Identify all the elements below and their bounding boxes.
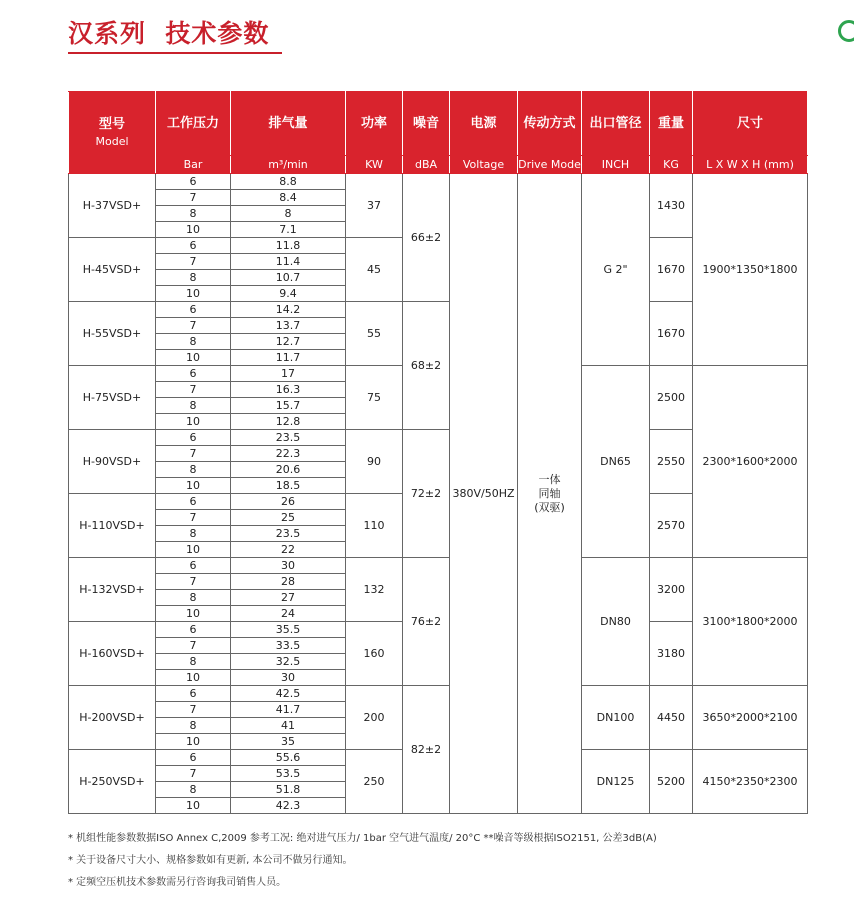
flow-cell: 11.7 (231, 350, 346, 366)
pressure-cell: 10 (156, 478, 231, 494)
pressure-cell: 7 (156, 382, 231, 398)
unit-flow: m³/min (231, 156, 346, 174)
pressure-cell: 10 (156, 670, 231, 686)
pressure-cell: 10 (156, 734, 231, 750)
flow-cell: 26 (231, 494, 346, 510)
unit-size: L X W X H (mm) (693, 156, 808, 174)
spec-table-body (69, 174, 808, 814)
brand-mark-icon (838, 20, 854, 42)
unit-drive: Drive Mode (518, 156, 582, 174)
pressure-cell: 7 (156, 766, 231, 782)
header-flow: 排气量 (231, 92, 346, 156)
power-cell: 250 (346, 750, 403, 814)
flow-cell: 9.4 (231, 286, 346, 302)
power-cell: 55 (346, 302, 403, 366)
size-cell: 1900*1350*1800 (693, 174, 808, 366)
pressure-cell: 10 (156, 414, 231, 430)
pressure-cell: 6 (156, 558, 231, 574)
title-underline (68, 52, 282, 54)
flow-cell: 33.5 (231, 638, 346, 654)
model-name: H-250VSD+ (69, 750, 156, 814)
flow-cell: 12.7 (231, 334, 346, 350)
model-name: H-90VSD+ (69, 430, 156, 494)
noise-cell: 82±2 (403, 686, 450, 814)
unit-outlet: INCH (582, 156, 650, 174)
size-cell: 3650*2000*2100 (693, 686, 808, 750)
unit-weight: KG (650, 156, 693, 174)
flow-cell: 11.4 (231, 254, 346, 270)
pressure-cell: 6 (156, 750, 231, 766)
table-row (69, 686, 808, 702)
pressure-cell: 8 (156, 334, 231, 350)
pressure-cell: 8 (156, 270, 231, 286)
model-name: H-132VSD+ (69, 558, 156, 622)
footnote: * 关于设备尺寸大小、规格参数如有更新, 本公司不做另行通知。 (68, 855, 353, 866)
noise-cell: 72±2 (403, 430, 450, 558)
flow-cell: 20.6 (231, 462, 346, 478)
pressure-cell: 7 (156, 318, 231, 334)
flow-cell: 55.6 (231, 750, 346, 766)
model-name: H-55VSD+ (69, 302, 156, 366)
pressure-cell: 10 (156, 606, 231, 622)
pressure-cell: 7 (156, 638, 231, 654)
flow-cell: 42.3 (231, 798, 346, 814)
weight-cell: 1670 (650, 302, 693, 366)
flow-cell: 27 (231, 590, 346, 606)
model-name: H-45VSD+ (69, 238, 156, 302)
pressure-cell: 10 (156, 542, 231, 558)
flow-cell: 12.8 (231, 414, 346, 430)
footnotes (68, 828, 657, 894)
model-name: H-75VSD+ (69, 366, 156, 430)
pressure-cell: 10 (156, 798, 231, 814)
pressure-cell: 6 (156, 430, 231, 446)
pressure-cell: 7 (156, 702, 231, 718)
model-name: H-160VSD+ (69, 622, 156, 686)
weight-cell: 1670 (650, 238, 693, 302)
model-name: H-37VSD+ (69, 174, 156, 238)
pressure-cell: 8 (156, 654, 231, 670)
power-cell: 132 (346, 558, 403, 622)
outlet-cell: DN100 (582, 686, 650, 750)
pressure-cell: 7 (156, 190, 231, 206)
weight-cell: 2500 (650, 366, 693, 430)
flow-cell: 25 (231, 510, 346, 526)
pressure-cell: 7 (156, 254, 231, 270)
pressure-cell: 6 (156, 366, 231, 382)
weight-cell: 2570 (650, 494, 693, 558)
header-supply: 电源 (450, 92, 518, 156)
pressure-cell: 8 (156, 782, 231, 798)
header-pressure: 工作压力 (156, 92, 231, 156)
size-cell: 2300*1600*2000 (693, 366, 808, 558)
flow-cell: 22.3 (231, 446, 346, 462)
unit-power: KW (346, 156, 403, 174)
flow-cell: 11.8 (231, 238, 346, 254)
pressure-cell: 8 (156, 462, 231, 478)
power-cell: 37 (346, 174, 403, 238)
pressure-cell: 7 (156, 446, 231, 462)
flow-cell: 7.1 (231, 222, 346, 238)
weight-cell: 1430 (650, 174, 693, 238)
model-name: H-110VSD+ (69, 494, 156, 558)
header-model-cn: 型号 (98, 116, 125, 132)
flow-cell: 42.5 (231, 686, 346, 702)
spec-table (68, 91, 808, 814)
pressure-cell: 7 (156, 574, 231, 590)
pressure-cell: 6 (156, 174, 231, 190)
outlet-cell: DN65 (582, 366, 650, 558)
power-cell: 45 (346, 238, 403, 302)
header-model (69, 92, 156, 174)
table-row (69, 174, 808, 190)
power-cell: 160 (346, 622, 403, 686)
flow-cell: 17 (231, 366, 346, 382)
flow-cell: 22 (231, 542, 346, 558)
flow-cell: 53.5 (231, 766, 346, 782)
drive-cell (518, 174, 582, 814)
pressure-cell: 6 (156, 302, 231, 318)
header-noise: 噪音 (403, 92, 450, 156)
outlet-cell: G 2" (582, 174, 650, 366)
flow-cell: 15.7 (231, 398, 346, 414)
weight-cell: 3200 (650, 558, 693, 622)
flow-cell: 14.2 (231, 302, 346, 318)
flow-cell: 41.7 (231, 702, 346, 718)
flow-cell: 10.7 (231, 270, 346, 286)
header-weight: 重量 (650, 92, 693, 156)
header-outlet: 出口管径 (582, 92, 650, 156)
pressure-cell: 8 (156, 526, 231, 542)
size-cell: 3100*1800*2000 (693, 558, 808, 686)
pressure-cell: 10 (156, 222, 231, 238)
flow-cell: 35.5 (231, 622, 346, 638)
noise-cell: 76±2 (403, 558, 450, 686)
model-name: H-200VSD+ (69, 686, 156, 750)
flow-cell: 32.5 (231, 654, 346, 670)
flow-cell: 41 (231, 718, 346, 734)
size-cell: 4150*2350*2300 (693, 750, 808, 814)
outlet-cell: DN125 (582, 750, 650, 814)
unit-supply: Voltage (450, 156, 518, 174)
header-drive: 传动方式 (518, 92, 582, 156)
flow-cell: 30 (231, 558, 346, 574)
drive-line: 一体 (538, 472, 561, 486)
flow-cell: 18.5 (231, 478, 346, 494)
pressure-cell: 6 (156, 622, 231, 638)
header-size: 尺寸 (693, 92, 808, 156)
pressure-cell: 7 (156, 510, 231, 526)
unit-pressure: Bar (156, 156, 231, 174)
pressure-cell: 8 (156, 206, 231, 222)
weight-cell: 4450 (650, 686, 693, 750)
footnote: * 定频空压机技术参数需另行咨询我司销售人员。 (68, 877, 287, 888)
flow-cell: 30 (231, 670, 346, 686)
noise-cell: 66±2 (403, 174, 450, 302)
flow-cell: 23.5 (231, 526, 346, 542)
table-row (69, 558, 808, 574)
pressure-cell: 6 (156, 494, 231, 510)
flow-cell: 28 (231, 574, 346, 590)
power-cell: 110 (346, 494, 403, 558)
flow-cell: 8.8 (231, 174, 346, 190)
drive-line: 同轴 (538, 486, 561, 500)
unit-noise: dBA (403, 156, 450, 174)
flow-cell: 35 (231, 734, 346, 750)
flow-cell: 13.7 (231, 318, 346, 334)
weight-cell: 2550 (650, 430, 693, 494)
pressure-cell: 8 (156, 590, 231, 606)
power-cell: 90 (346, 430, 403, 494)
flow-cell: 24 (231, 606, 346, 622)
flow-cell: 16.3 (231, 382, 346, 398)
pressure-cell: 8 (156, 718, 231, 734)
pressure-cell: 10 (156, 286, 231, 302)
pressure-cell: 8 (156, 398, 231, 414)
pressure-cell: 6 (156, 238, 231, 254)
page-title: 汉系列 技术参数 (68, 19, 270, 48)
flow-cell: 8 (231, 206, 346, 222)
flow-cell: 23.5 (231, 430, 346, 446)
header-model-en: Model (95, 134, 129, 148)
weight-cell: 3180 (650, 622, 693, 686)
flow-cell: 8.4 (231, 190, 346, 206)
weight-cell: 5200 (650, 750, 693, 814)
noise-cell: 68±2 (403, 302, 450, 430)
drive-line: (双驱) (534, 500, 565, 514)
power-cell: 200 (346, 686, 403, 750)
power-cell: 75 (346, 366, 403, 430)
pressure-cell: 10 (156, 350, 231, 366)
flow-cell: 51.8 (231, 782, 346, 798)
pressure-cell: 6 (156, 686, 231, 702)
outlet-cell: DN80 (582, 558, 650, 686)
footnote: * 机组性能参数数据ISO Annex C,2009 参考工况: 绝对进气压力/ 1bar 空气进气温度/ 20°C **噪音等级根据ISO2151, 公差3dB(A) (68, 833, 657, 844)
header-power: 功率 (346, 92, 403, 156)
supply-cell: 380V/50HZ (450, 174, 518, 814)
